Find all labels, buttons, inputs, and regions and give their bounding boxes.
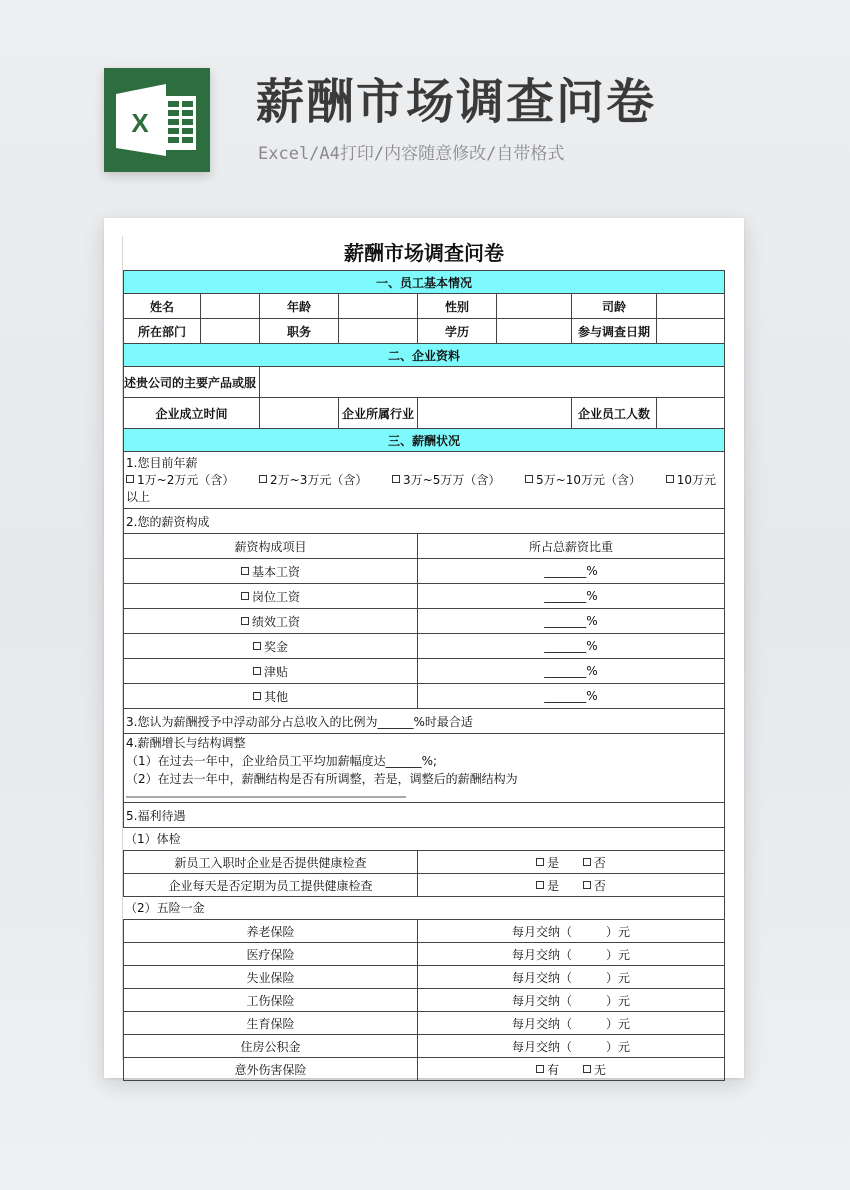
- insurance-payment-field[interactable]: 每月交纳（ ）元: [418, 966, 725, 989]
- checkbox-icon[interactable]: [253, 667, 261, 675]
- products-field[interactable]: [260, 367, 725, 398]
- checkbox-icon[interactable]: [259, 475, 267, 483]
- checkbox-icon[interactable]: [525, 475, 533, 483]
- checkbox-icon[interactable]: [253, 692, 261, 700]
- salary-item[interactable]: 奖金: [124, 634, 418, 659]
- yes-option[interactable]: 是: [547, 878, 560, 893]
- physical-exam-table: [123, 850, 725, 897]
- section-heading-salary: 三、薪酬状况: [124, 429, 725, 452]
- employee-count-field[interactable]: [657, 398, 725, 429]
- insurance-payment-field[interactable]: 每月交纳（ ）元: [418, 1035, 725, 1058]
- physical-exam-title: （1）体检: [123, 828, 725, 850]
- no-option[interactable]: 否: [593, 855, 606, 870]
- checkbox-icon[interactable]: [536, 858, 544, 866]
- q2-col-ratio: 所占总薪资比重: [418, 534, 725, 559]
- physical-exam-label: 新员工入职时企业是否提供健康检查: [124, 851, 418, 874]
- excel-icon: [104, 68, 210, 172]
- founded-field[interactable]: [260, 398, 339, 429]
- insurance-label: 生育保险: [124, 1012, 418, 1035]
- salary-item[interactable]: 其他: [124, 684, 418, 709]
- checkbox-icon[interactable]: [126, 475, 134, 483]
- name-field[interactable]: [201, 294, 260, 319]
- label-gender: 性别: [418, 294, 497, 319]
- checkbox-icon[interactable]: [241, 567, 249, 575]
- insurance-table: [123, 919, 725, 1081]
- salary-ratio-field[interactable]: _______%: [418, 634, 725, 659]
- document-title: 薪酬市场调查问卷: [344, 241, 504, 265]
- none-option[interactable]: 无: [593, 1062, 606, 1077]
- checkbox-icon[interactable]: [241, 592, 249, 600]
- physical-exam-label: 企业每天是否定期为员工提供健康检查: [124, 874, 418, 897]
- salary-item[interactable]: 岗位工资: [124, 584, 418, 609]
- checkbox-icon[interactable]: [392, 475, 400, 483]
- department-field[interactable]: [201, 319, 260, 344]
- q4-line-2[interactable]: （2）在过去一年中，薪酬结构是否有所调整，若是，调整后的薪酬结构为: [126, 772, 518, 786]
- label-survey-date: 参与调查日期: [572, 319, 657, 344]
- survey-date-field[interactable]: [657, 319, 725, 344]
- q2-question: 2.您的薪资构成: [124, 509, 725, 534]
- position-field[interactable]: [339, 319, 418, 344]
- insurance-title: （2）五险一金: [123, 897, 725, 919]
- q4-answer-underline[interactable]: [126, 788, 406, 798]
- salary-ratio-field[interactable]: _______%: [418, 609, 725, 634]
- salary-ratio-field[interactable]: _______%: [418, 559, 725, 584]
- insurance-label: 住房公积金: [124, 1035, 418, 1058]
- insurance-payment-field[interactable]: 每月交纳（ ）元: [418, 1012, 725, 1035]
- label-age: 年龄: [260, 294, 339, 319]
- salary-ratio-field[interactable]: _______%: [418, 684, 725, 709]
- q4-title: 4.薪酬增长与结构调整: [126, 736, 246, 750]
- checkbox-icon[interactable]: [583, 881, 591, 889]
- insurance-label: 工伤保险: [124, 989, 418, 1012]
- salary-item[interactable]: 绩效工资: [124, 609, 418, 634]
- gender-field[interactable]: [497, 294, 572, 319]
- industry-field[interactable]: [418, 398, 572, 429]
- survey-table: [123, 270, 725, 828]
- label-education: 学历: [418, 319, 497, 344]
- age-field[interactable]: [339, 294, 418, 319]
- checkbox-icon[interactable]: [536, 881, 544, 889]
- q1-annual-salary: [124, 452, 725, 509]
- label-tenure: 司龄: [572, 294, 657, 319]
- q1-option-5[interactable]: 10万元: [666, 472, 716, 489]
- q3-question[interactable]: 3.您认为薪酬授予中浮动部分占总收入的比例为______%时最合适: [124, 709, 725, 734]
- q1-question: 1.您目前年薪: [126, 455, 198, 470]
- insurance-payment-field[interactable]: 每月交纳（ ）元: [418, 920, 725, 943]
- q5-title: 5.福利待遇: [124, 803, 725, 828]
- insurance-label: 失业保险: [124, 966, 418, 989]
- q2-col-item: 薪资构成项目: [124, 534, 418, 559]
- label-position: 职务: [260, 319, 339, 344]
- page-subtitle: Excel/A4打印/内容随意修改/自带格式: [258, 144, 565, 164]
- tenure-field[interactable]: [657, 294, 725, 319]
- q1-option-5-overflow: 以上: [126, 489, 151, 504]
- q1-option-4[interactable]: 5万~10万元（含）: [525, 472, 641, 489]
- insurance-label: 养老保险: [124, 920, 418, 943]
- label-products: 述贵公司的主要产品或服: [124, 367, 260, 398]
- checkbox-icon[interactable]: [536, 1065, 544, 1073]
- checkbox-icon[interactable]: [253, 642, 261, 650]
- insurance-payment-field[interactable]: 每月交纳（ ）元: [418, 989, 725, 1012]
- salary-ratio-field[interactable]: _______%: [418, 659, 725, 684]
- checkbox-icon[interactable]: [241, 617, 249, 625]
- svg-text:X: X: [131, 108, 149, 138]
- physical-exam-options: [418, 851, 725, 874]
- section-heading-basic-info: 一、员工基本情况: [124, 271, 725, 294]
- insurance-options: [418, 1058, 725, 1081]
- q4-line-1[interactable]: （1）在过去一年中，企业给员工平均加薪幅度达______%;: [126, 754, 438, 768]
- salary-item[interactable]: 基本工资: [124, 559, 418, 584]
- insurance-label: 医疗保险: [124, 943, 418, 966]
- no-option[interactable]: 否: [593, 878, 606, 893]
- label-department: 所在部门: [124, 319, 201, 344]
- checkbox-icon[interactable]: [583, 1065, 591, 1073]
- insurance-label: 意外伤害保险: [124, 1058, 418, 1081]
- insurance-payment-field[interactable]: 每月交纳（ ）元: [418, 943, 725, 966]
- page-title: 薪酬市场调查问卷: [256, 74, 657, 130]
- q4-salary-growth: [124, 734, 725, 803]
- education-field[interactable]: [497, 319, 572, 344]
- salary-ratio-field[interactable]: _______%: [418, 584, 725, 609]
- has-option[interactable]: 有: [547, 1062, 560, 1077]
- salary-item[interactable]: 津贴: [124, 659, 418, 684]
- yes-option[interactable]: 是: [547, 855, 560, 870]
- checkbox-icon[interactable]: [583, 858, 591, 866]
- label-employee-count: 企业员工人数: [572, 398, 657, 429]
- spreadsheet: [122, 236, 725, 1077]
- checkbox-icon[interactable]: [666, 475, 674, 483]
- section-heading-company-info: 二、企业资料: [124, 344, 725, 367]
- q1-option-1[interactable]: 1万~2万元（含）: [126, 472, 234, 489]
- label-founded: 企业成立时间: [124, 398, 260, 429]
- q1-option-2[interactable]: 2万~3万元（含）: [259, 472, 367, 489]
- label-name: 姓名: [124, 294, 201, 319]
- q1-option-3[interactable]: 3万~5万万（含）: [392, 472, 500, 489]
- label-industry: 企业所属行业: [339, 398, 418, 429]
- q1-options: [126, 472, 722, 489]
- physical-exam-options: [418, 874, 725, 897]
- document-preview: [104, 218, 744, 1078]
